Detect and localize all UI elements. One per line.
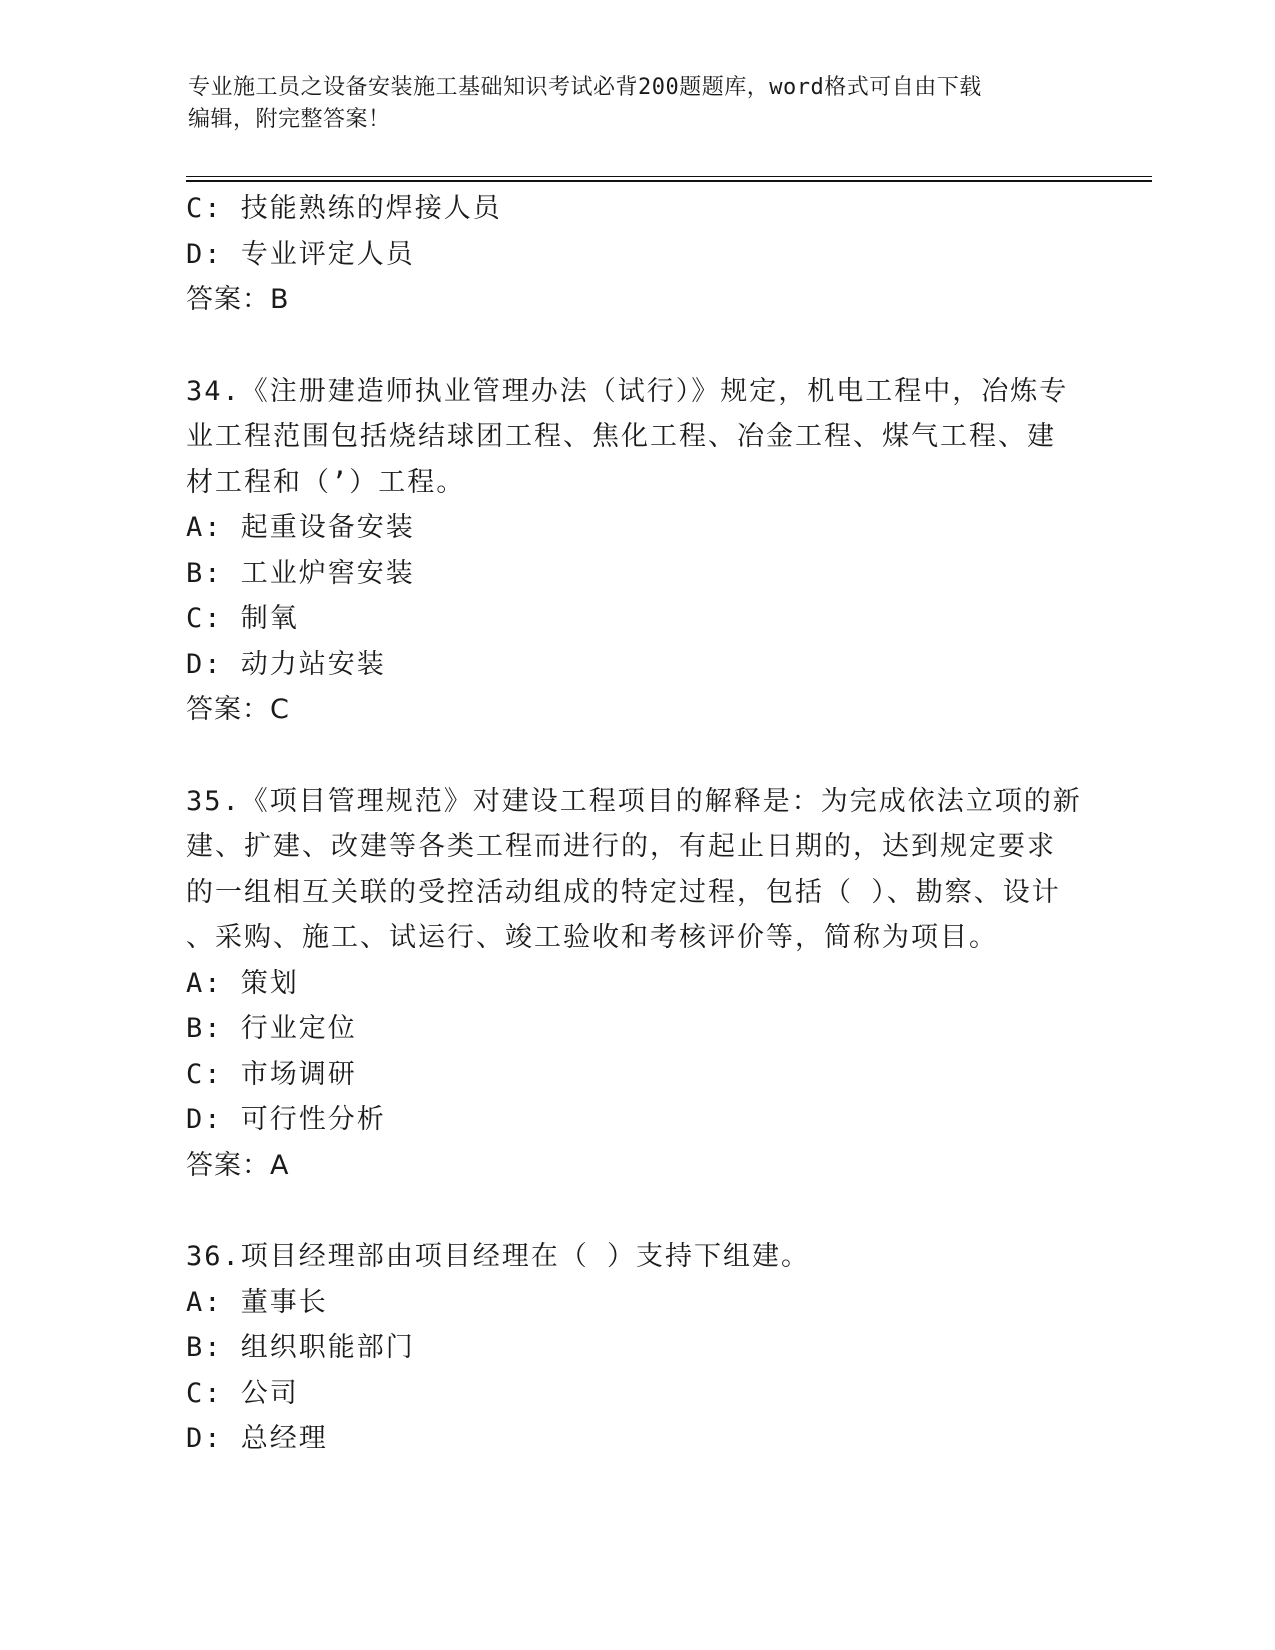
option-b: B: 工业炉窖安装 bbox=[186, 557, 415, 589]
question-stem-line: 35.《项目管理规范》对建设工程项目的解释是：为完成依法立项的新 bbox=[186, 785, 1082, 817]
option-d: D: 动力站安装 bbox=[186, 648, 386, 680]
option-d: D: 可行性分析 bbox=[186, 1104, 386, 1135]
question-stem-line: 、采购、施工、试运行、竣工验收和考核评价等，简称为项目。 bbox=[186, 922, 998, 953]
page-header bbox=[188, 72, 1068, 136]
option-a: A: 董事长 bbox=[186, 1286, 328, 1318]
question-35 bbox=[186, 779, 1086, 1189]
question-stem-line: 业工程范围包括烧结球团工程、焦化工程、冶金工程、煤气工程、建 bbox=[186, 421, 1056, 452]
answer: 答案：C bbox=[186, 694, 290, 725]
question-stem-line: 34.《注册建造师执业管理办法（试行）》规定，机电工程中，冶炼专 bbox=[186, 375, 1069, 407]
question-stem-line: 建、扩建、改建等各类工程而进行的，有起止日期的，达到规定要求 bbox=[186, 831, 1056, 862]
option-b: B: 组织职能部门 bbox=[186, 1332, 415, 1363]
question-34 bbox=[186, 369, 1086, 733]
answer: 答案：B bbox=[186, 284, 290, 315]
header-divider-thin bbox=[186, 176, 1152, 177]
spacer bbox=[186, 323, 1086, 369]
spacer bbox=[186, 1188, 1086, 1234]
header-divider-thick bbox=[186, 180, 1152, 182]
spacer bbox=[186, 733, 1086, 779]
question-33-tail bbox=[186, 186, 1086, 323]
option-c: C: 公司 bbox=[186, 1377, 299, 1409]
option-c: C: 技能熟练的焊接人员 bbox=[186, 193, 502, 224]
question-stem-line: 36.项目经理部由项目经理在（ ）支持下组建。 bbox=[186, 1241, 811, 1272]
header-line-2: 编辑，附完整答案！ bbox=[188, 107, 391, 132]
option-b: B: 行业定位 bbox=[186, 1013, 357, 1044]
question-36 bbox=[186, 1234, 1086, 1462]
question-stem-line: 的一组相互关联的受控活动组成的特定过程，包括（ ）、勘察、设计 bbox=[186, 876, 1061, 908]
option-c: C: 市场调研 bbox=[186, 1058, 357, 1090]
question-stem-line: 材工程和（’）工程。 bbox=[186, 466, 466, 498]
option-c: C: 制氧 bbox=[186, 603, 299, 634]
document-body bbox=[186, 186, 1086, 1462]
answer: 答案：A bbox=[186, 1149, 290, 1181]
header-line-1: 专业施工员之设备安装施工基础知识考试必背200题题库，word格式可自由下载 bbox=[188, 75, 982, 100]
option-d: D: 总经理 bbox=[186, 1423, 328, 1454]
option-d: D: 专业评定人员 bbox=[186, 238, 415, 270]
option-a: A: 策划 bbox=[186, 967, 299, 999]
option-a: A: 起重设备安装 bbox=[186, 512, 415, 543]
